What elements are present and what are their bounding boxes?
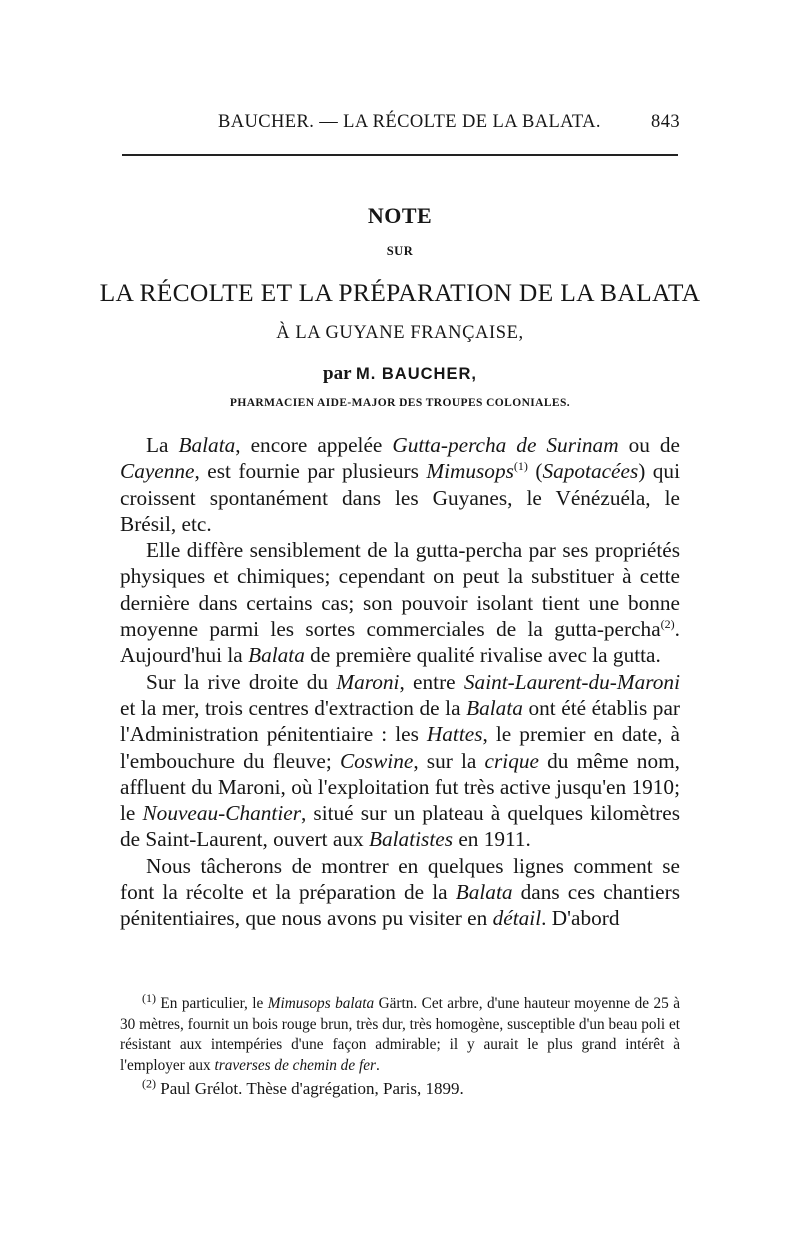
running-title: BAUCHER. — LA RÉCOLTE DE LA BALATA. — [218, 112, 601, 132]
text-run: , situé sur un plateau à quelques kilomètres de Saint-Laurent, ouvert aux — [120, 801, 681, 852]
italic-run: Coswine — [339, 748, 414, 773]
text-run: . — [375, 1056, 380, 1074]
text-run: ou de — [618, 433, 680, 457]
text-run: , le premier en date, à l'embouchure du fleuve; — [120, 722, 681, 773]
text-run: Nous tâcherons de montrer en quelques lignes comment se font la récolte et la préparation de la — [120, 853, 680, 905]
text-run: dans ces chantiers pénitentiaires, que nous avons pu visiter en — [120, 880, 680, 931]
text-run: et la mer, trois centres d'extraction de la — [120, 695, 467, 720]
text-run: En particulier, le — [156, 995, 268, 1012]
text-run: Sur la rive droite du — [146, 669, 337, 694]
text-run: , sur la — [413, 748, 485, 773]
italic-run: détail — [492, 906, 542, 931]
text-run: ( — [527, 459, 543, 484]
italic-run: Mimusops — [426, 459, 514, 484]
article-body — [120, 432, 680, 932]
text-run: . Aujourd'hui la — [120, 617, 680, 668]
text-run: ont été établis par l'Administration pénitentiaire : les — [120, 695, 680, 747]
footnote-ref: (1) — [513, 459, 528, 474]
text-run: . D'abord — [541, 906, 620, 931]
footnote-marker: (2) — [142, 1076, 156, 1091]
italic-run: Saint-Laurent-du-Maroni — [463, 669, 680, 694]
text-run: du même nom, affluent du Maroni, où l'exploitation fut très active jusqu'en 1910; le — [120, 748, 680, 826]
article-title: LA RÉCOLTE ET LA PRÉPARATION DE LA BALATA — [99, 278, 701, 307]
italic-run: Balata — [455, 880, 513, 905]
italic-run: Mimusops balata — [267, 995, 375, 1012]
byline-prefix: par — [323, 363, 356, 384]
text-run: en 1911. — [453, 827, 531, 852]
page-number: 843 — [651, 112, 680, 132]
note-heading: NOTE — [367, 203, 433, 228]
italic-run: Balata — [466, 695, 523, 720]
header-rule — [122, 154, 678, 156]
text-run: , est fournie par plusieurs — [194, 459, 427, 484]
byline — [0, 363, 800, 385]
text-run: Elle diffère sensiblement de la gutta-percha par ses propriétés physiques et chimiques; cependant on peut la substituer à cette dernière dans certains cas; son pouvoir isolant tient une bonne moyenne parmi les sortes commerciales de la gutta-percha — [120, 538, 680, 642]
paragraph-4 — [120, 853, 680, 932]
italic-run: Balatistes — [368, 827, 453, 852]
italic-run: Sapotacées — [542, 459, 639, 484]
text-run: La — [146, 433, 179, 457]
author-affiliation: PHARMACIEN AIDE-MAJOR DES TROUPES COLONIALES. — [229, 397, 571, 409]
italic-run: Balata — [248, 643, 305, 668]
paragraph-2 — [120, 537, 680, 668]
italic-run: crique — [484, 748, 539, 773]
italic-run: Balata — [178, 433, 236, 457]
text-run: , entre — [399, 669, 464, 694]
paragraph-1 — [120, 432, 680, 537]
footnotes — [120, 990, 680, 1100]
footnote-marker: (1) — [142, 990, 156, 1005]
text-run: , encore appelée — [235, 433, 393, 457]
footnote-2 — [120, 1076, 680, 1100]
italic-run: traverses de chemin de fer — [214, 1056, 376, 1074]
text-run: Gärtn. Cet arbre, d'une hauteur moyenne de 25 à 30 mètres, fournit un bois rouge brun, très dur, très homogène, susceptible d'un beau poli et résistant aux intempéries d'une façon admirable; il y aurait le plus grand intérêt à l'employer aux — [120, 995, 680, 1074]
author-name: M. BAUCHER, — [355, 365, 477, 383]
italic-run: Gutta-percha de Surinam — [392, 433, 619, 457]
italic-run: Hattes — [426, 722, 483, 747]
footnote-ref: (2) — [660, 616, 675, 631]
text-run: ) qui croissent spontanément dans les Guyanes, le Vénézuéla, le Brésil, etc. — [120, 459, 681, 536]
text-run: Paul Grélot. Thèse d'agrégation, Paris, 1899. — [156, 1079, 464, 1098]
text-run: de première qualité rivalise avec la gutta. — [304, 643, 661, 668]
sur-heading: SUR — [386, 244, 414, 258]
italic-run: Nouveau-Chantier — [142, 801, 301, 826]
article-subtitle: À LA GUYANE FRANÇAISE, — [276, 323, 524, 343]
italic-run: Cayenne — [120, 459, 195, 484]
paragraph-3 — [120, 669, 680, 853]
footnote-1 — [120, 990, 680, 1076]
italic-run: Maroni — [336, 669, 400, 694]
